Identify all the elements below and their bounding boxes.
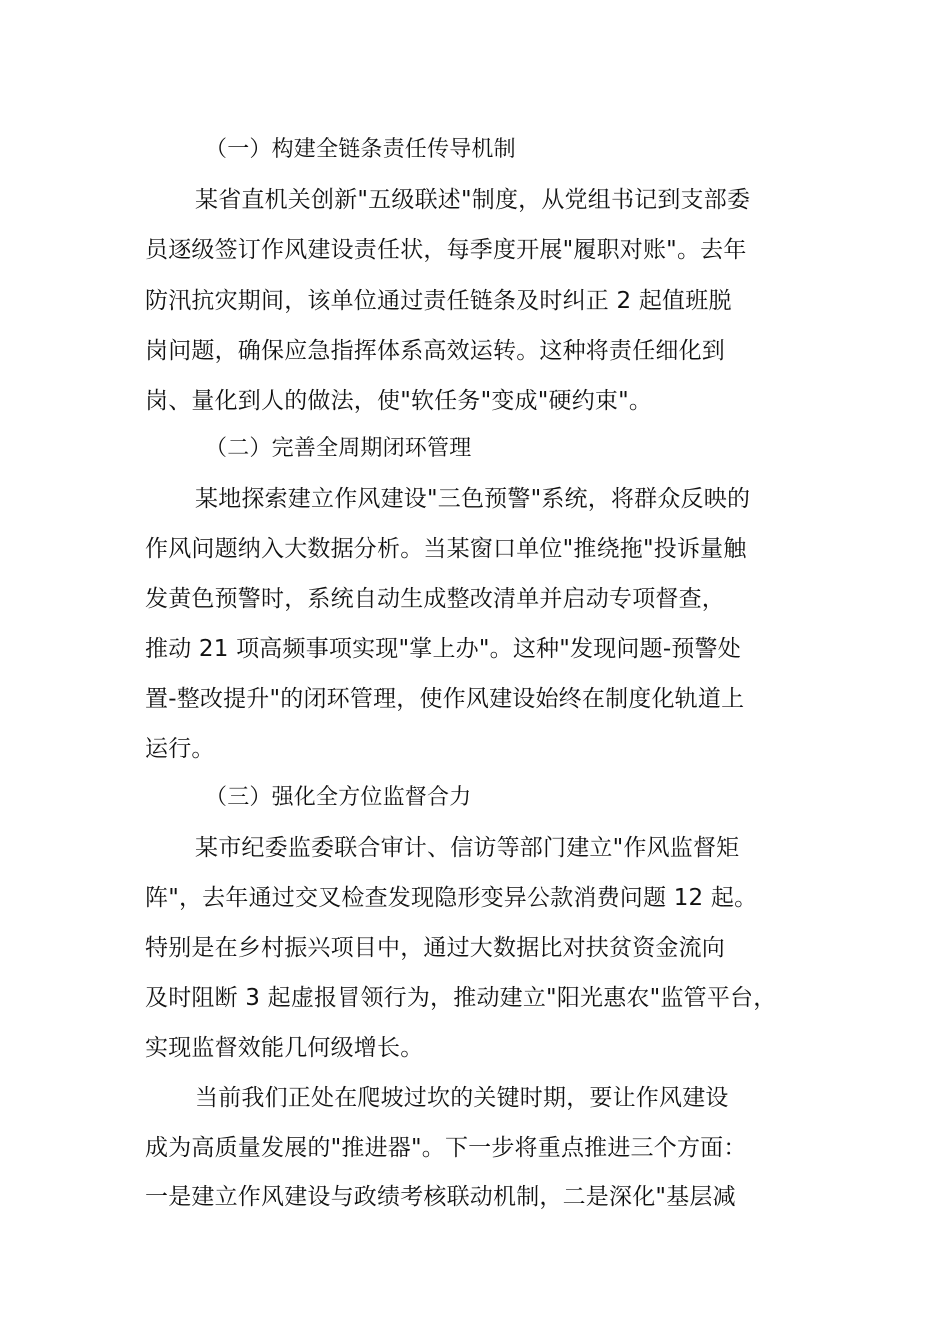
- closing-paragraph-line: 成为高质量发展的"推进器"。下一步将重点推进三个方面：: [145, 1135, 747, 1161]
- paragraph-line: 阵"，去年通过交叉检查发现隐形变异公款消费问题 12 起。: [145, 885, 758, 911]
- paragraph-line: 特别是在乡村振兴项目中，通过大数据比对扶贫资金流向: [145, 935, 725, 961]
- section-heading-1: （一）构建全链条责任传导机制: [205, 137, 516, 162]
- paragraph-line: 作风问题纳入大数据分析。当某窗口单位"推绕拖"投诉量触: [145, 536, 747, 562]
- paragraph-line: 某省直机关创新"五级联述"制度，从党组书记到支部委: [195, 187, 751, 213]
- closing-paragraph-line: 一是建立作风建设与政绩考核联动机制，二是深化"基层减: [145, 1184, 736, 1210]
- section-heading-3: （三）强化全方位监督合力: [205, 785, 472, 810]
- paragraph-line: 某市纪委监委联合审计、信访等部门建立"作风监督矩: [195, 835, 740, 861]
- paragraph-line: 运行。: [145, 736, 215, 762]
- closing-paragraph-line: 当前我们正处在爬坡过坎的关键时期，要让作风建设: [195, 1085, 729, 1111]
- paragraph-line: 实现监督效能几何级增长。: [145, 1035, 424, 1061]
- section-heading-2: （二）完善全周期闭环管理: [205, 436, 472, 461]
- paragraph-line: 及时阻断 3 起虚报冒领行为，推动建立"阳光惠农"监管平台，: [145, 985, 777, 1011]
- paragraph-line: 岗问题，确保应急指挥体系高效运转。这种将责任细化到: [145, 338, 725, 364]
- paragraph-line: 发黄色预警时，系统自动生成整改清单并启动专项督查，: [145, 586, 725, 612]
- paragraph-line: 置-整改提升"的闭环管理，使作风建设始终在制度化轨道上: [145, 686, 745, 712]
- paragraph-line: 防汛抗灾期间，该单位通过责任链条及时纠正 2 起值班脱: [145, 288, 732, 314]
- paragraph-line: 某地探索建立作风建设"三色预警"系统，将群众反映的: [195, 486, 751, 512]
- paragraph-line: 员逐级签订作风建设责任状，每季度开展"履职对账"。去年: [145, 237, 747, 263]
- paragraph-line: 岗、量化到人的做法，使"软任务"变成"硬约束"。: [145, 388, 653, 414]
- paragraph-line: 推动 21 项高频事项实现"掌上办"。这种"发现问题-预警处: [145, 636, 741, 662]
